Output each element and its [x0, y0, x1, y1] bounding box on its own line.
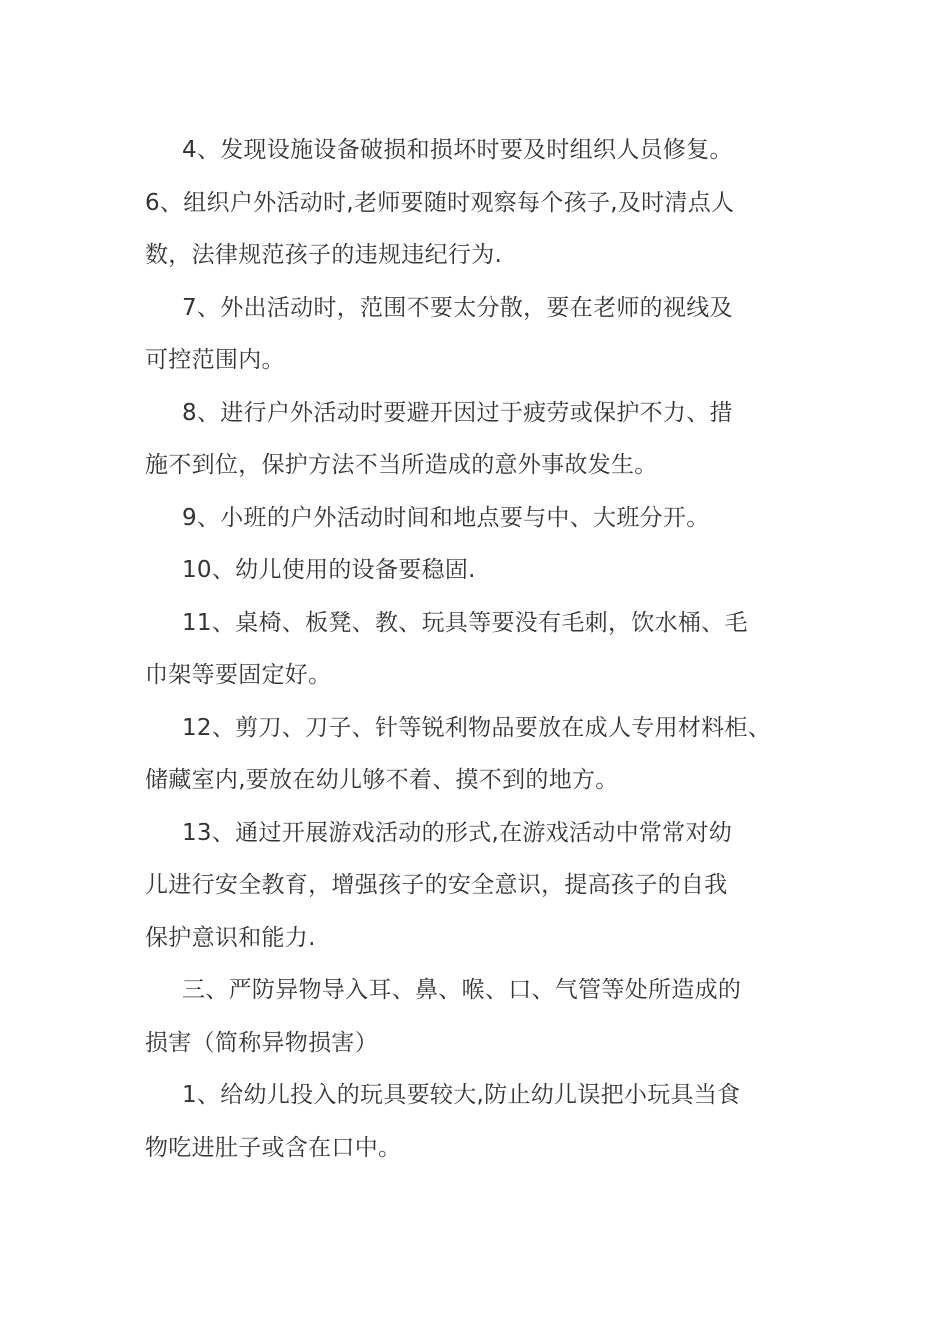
- paragraph: [145, 597, 825, 650]
- paragraph: [145, 334, 825, 387]
- paragraph: [145, 124, 825, 177]
- text-line: 1、给幼儿投入的玩具要较大,防止幼儿误把小玩具当食: [182, 1082, 741, 1108]
- text-line: 12、剪刀、刀子、针等锐利物品要放在成人专用材料柜、: [182, 714, 772, 741]
- paragraph: [145, 1017, 825, 1070]
- document-body: [145, 124, 825, 1174]
- text-line: 13、通过开展游戏活动的形式,在游戏活动中常常对幼: [182, 819, 733, 846]
- paragraph: [145, 177, 825, 282]
- text-line: 4、发现设施设备破损和损坏时要及时组织人员修复。: [182, 137, 733, 163]
- text-line: 可控范围内。: [145, 347, 285, 373]
- text-line: 损害（简称异物损害）: [145, 1029, 378, 1056]
- paragraph: [145, 544, 825, 597]
- paragraph: [145, 439, 825, 492]
- text-line: 数，法律规范孩子的违规违纪行为.: [145, 242, 503, 268]
- paragraph: [145, 649, 825, 702]
- text-line: 保护意识和能力.: [145, 924, 316, 951]
- paragraph: [145, 754, 825, 807]
- text-line: 8、进行户外活动时要避开因过于疲劳或保护不力、措: [182, 399, 733, 426]
- paragraph: [145, 702, 825, 755]
- paragraph: [145, 282, 825, 335]
- paragraph: [145, 1069, 825, 1122]
- paragraph: [145, 807, 825, 860]
- text-line: 三、严防异物导入耳、鼻、喉、口、气管等处所造成的: [182, 977, 742, 1003]
- text-line: 儿进行安全教育，增强孩子的安全意识，提高孩子的自我: [145, 872, 728, 898]
- text-line: 物吃进肚子或含在口中。: [145, 1134, 402, 1161]
- text-line: 6、组织户外活动时,老师要随时观察每个孩子,及时清点人: [145, 189, 735, 216]
- text-line: 9、小班的户外活动时间和地点要与中、大班分开。: [182, 504, 710, 531]
- text-line: 施不到位，保护方法不当所造成的意外事故发生。: [145, 452, 658, 478]
- paragraph: [145, 859, 825, 964]
- text-line: 储藏室内,要放在幼儿够不着、摸不到的地方。: [145, 767, 619, 793]
- text-line: 巾架等要固定好。: [145, 662, 332, 688]
- text-line: 7、外出活动时，范围不要太分散，要在老师的视线及: [182, 294, 733, 321]
- paragraph: [145, 1122, 825, 1175]
- paragraph: [145, 492, 825, 545]
- paragraph: [145, 387, 825, 440]
- text-line: 10、幼儿使用的设备要稳固.: [182, 557, 476, 583]
- text-line: 11、桌椅、板凳、教、玩具等要没有毛刺，饮水桶、毛: [182, 609, 748, 636]
- paragraph: [145, 964, 825, 1017]
